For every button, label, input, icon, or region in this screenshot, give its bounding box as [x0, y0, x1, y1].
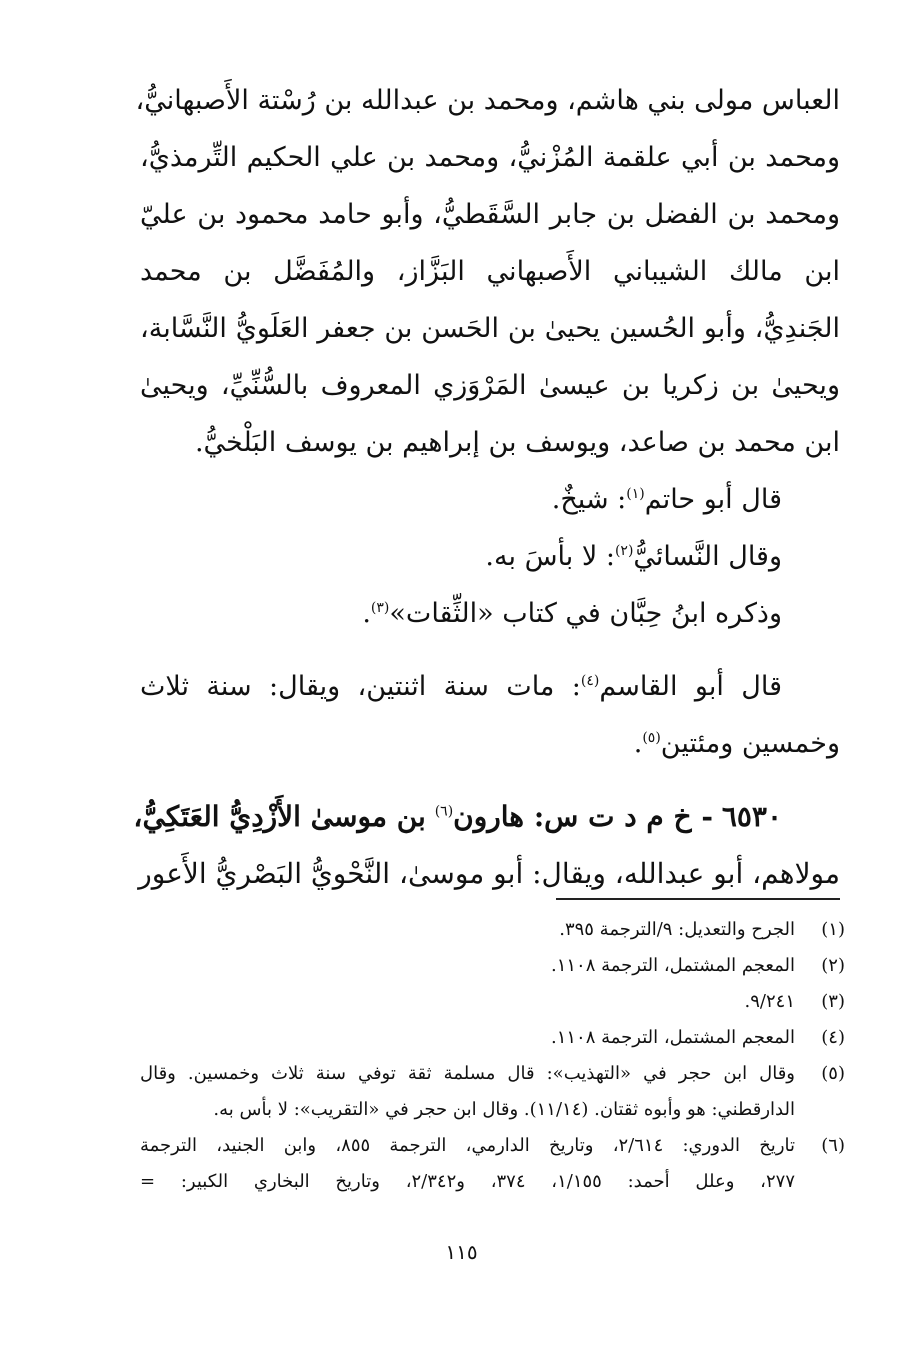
page-number: ١١٥ — [445, 1240, 478, 1264]
body-line: الجَندِيُّ، وأبو الحُسين يحيىٰ بن الحَسن بن جعفر العَلَويُّ النَّسَّابة، — [140, 313, 840, 344]
footnote-separator — [556, 898, 840, 900]
footnote: (٦) تاريخ الدوري: ٢/٦١٤، وتاريخ الدارمي، الترجمة ٨٥٥، وابن الجنيد، الترجمة ٢٧٧، وعلل أحمد: ١/١٥٥، ٣٧٤، و٢/٣٤٢، وتاريخ البخاري الكبير: = — [140, 1135, 845, 1192]
quote-abu-hatim: قال أبو حاتم$^{(١)}$: شيخٌ. — [551, 484, 782, 515]
abu-qasim-line-1: قال أبو القاسم$^{(٤)}$: مات سنة اثنتين، ويقال: سنة ثلاث — [140, 671, 782, 702]
entry-heading: ٦٥٣٠ - خ م د ت س: هارون$^{(٦)}$ بن موسىٰ الأَزْدِيُّ العَتَكِيُّ، — [133, 800, 782, 833]
entry-line-2: مولاهم، أبو عبدالله، ويقال: أبو موسىٰ، النَّحْويُّ البَصْريُّ الأَعور — [138, 857, 840, 890]
footnote-ref: (٦) — [434, 803, 454, 820]
main-text — [133, 72, 840, 902]
body-line: العباس مولى بني هاشم، ومحمد بن عبدالله بن رُسْتة الأَصبهانيُّ، — [135, 85, 840, 116]
body-line: ومحمد بن أبي علقمة المُزْنيُّ، ومحمد بن علي الحكيم التِّرمذيُّ، — [140, 142, 840, 173]
body-line: ويحيىٰ بن زكريا بن عيسىٰ المَرْوَزي المعروف بالسُّنِّيِّ، ويحيىٰ — [140, 370, 840, 401]
quote-nasai: وقال النَّسائيُّ$^{(٢)}$: لا بأسَ به. — [485, 541, 782, 572]
footnote: (٤) المعجم المشتمل، الترجمة ١١٠٨. — [550, 1027, 845, 1048]
body-line: ابن مالك الشيباني الأَصبهاني البَزَّاز، والمُفَضَّل بن محمد — [140, 256, 840, 287]
footnote-ref: (٤) — [580, 673, 600, 689]
entry-number: ٦٥٣٠ — [721, 800, 782, 833]
footnote: (٣) ٩/٢٤١. — [744, 991, 845, 1012]
footnote: (٢) المعجم المشتمل، الترجمة ١١٠٨. — [550, 955, 845, 976]
footnote-ref: (١) — [626, 486, 645, 502]
body-line: ابن محمد بن صاعد، ويوسف بن إبراهيم بن يوسف البَلْخيُّ. — [194, 427, 840, 458]
body-line: ومحمد بن الفضل بن جابر السَّقَطيُّ، وأبو حامد محمود بن عليّ — [140, 199, 840, 230]
footnote-ref: (٢) — [614, 543, 634, 559]
abu-qasim-line-2: وخمسين ومئتين$^{(٥)}$. — [633, 728, 840, 759]
footnote: (٥) وقال ابن حجر في «التهذيب»: قال مسلمة ثقة توفي سنة ثلاث وخمسين. وقال الدارقطني: هو وأبوه ثقتان. (١١/١٤). وقال ابن حجر في «التقريب»: لا بأس به. — [140, 1063, 845, 1120]
footnote-ref: (٥) — [642, 730, 661, 746]
quote-ibn-hibban: وذكره ابنُ حِبَّان في كتاب «الثِّقات»$^{(٣)}$. — [362, 598, 782, 629]
footnote-ref: (٣) — [370, 600, 390, 616]
footnotes — [140, 912, 845, 1200]
footnote: (١) الجرح والتعديل: ٩/الترجمة ٣٩٥. — [559, 919, 845, 940]
